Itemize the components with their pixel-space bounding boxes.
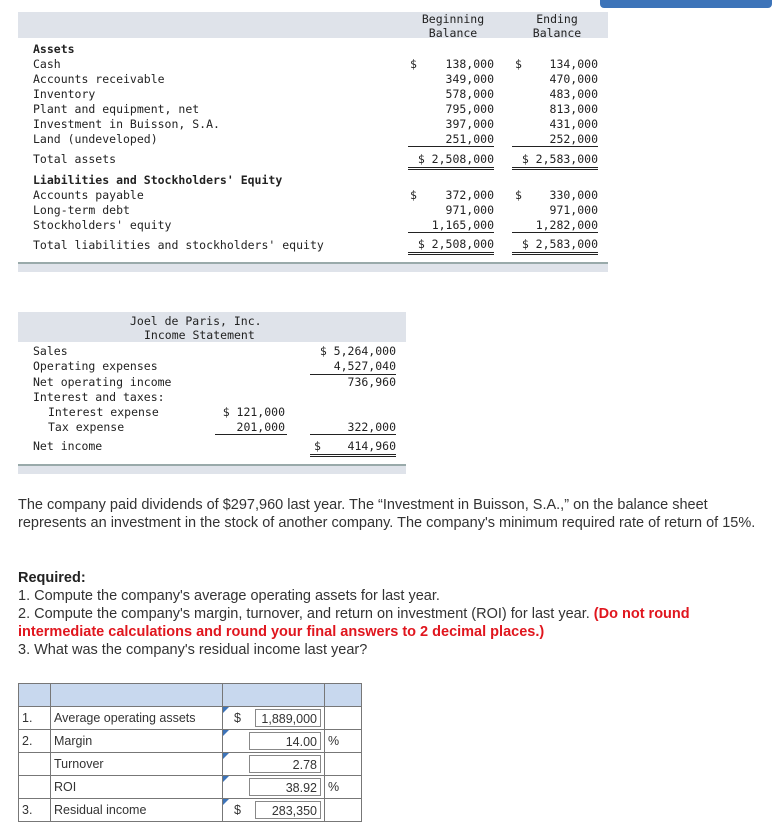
liabilities-heading: Liabilities and Stockholders' Equity bbox=[33, 173, 283, 187]
answer-unit bbox=[325, 753, 362, 776]
noi-value: 736,960 bbox=[347, 375, 396, 389]
row-end-value: 330,000 bbox=[549, 188, 598, 202]
opex-value: 4,527,040 bbox=[333, 359, 396, 373]
interest-value: $ 121,000 bbox=[222, 405, 285, 419]
answer-unit: % bbox=[325, 776, 362, 799]
row-begin-value: 397,000 bbox=[445, 117, 494, 131]
row-end-currency: $ bbox=[515, 57, 522, 71]
answer-row bbox=[19, 776, 362, 799]
total-assets-underline-end bbox=[512, 167, 598, 172]
answer-row bbox=[19, 799, 362, 822]
row-label: Investment in Buisson, S.A. bbox=[33, 117, 220, 131]
answer-input[interactable]: 38.92 bbox=[249, 778, 321, 796]
answer-number: 3. bbox=[19, 799, 51, 822]
statement-row bbox=[33, 102, 603, 117]
row-begin-value: 578,000 bbox=[445, 87, 494, 101]
row-label: Stockholders' equity bbox=[33, 218, 172, 232]
answer-currency: $ bbox=[234, 711, 241, 725]
total-liab-label: Total liabilities and stockholders' equity bbox=[33, 238, 324, 252]
answer-table bbox=[18, 683, 362, 822]
answer-input[interactable]: 2.78 bbox=[249, 755, 321, 773]
taxes-label: Interest and taxes: bbox=[33, 390, 165, 404]
balance-sheet-footer bbox=[18, 262, 608, 272]
answer-input-cell[interactable] bbox=[223, 730, 325, 753]
total-assets-end: $ 2,583,000 bbox=[521, 152, 598, 166]
question-2: 2. Compute the company's margin, turnover, and return on investment (ROI) for last year. (Do not round intermediate calculations and round your final answers to 2 decimal places.) bbox=[18, 606, 690, 640]
liabilities-list bbox=[33, 188, 603, 233]
rounding-instruction: (Do not round intermediate calculations and round your final answers to 2 decimal places.) bbox=[18, 606, 690, 640]
answer-input-cell[interactable] bbox=[223, 753, 325, 776]
row-label: Plant and equipment, net bbox=[33, 102, 200, 116]
row-begin-value: 251,000 bbox=[408, 132, 494, 147]
row-begin-value: 138,000 bbox=[445, 57, 494, 71]
statement-row bbox=[33, 87, 603, 102]
answer-label: Turnover bbox=[51, 753, 223, 776]
answer-input-wrap bbox=[226, 755, 321, 773]
net-income-value: 414,960 bbox=[347, 439, 396, 453]
required-heading: Required: bbox=[18, 570, 86, 586]
row-begin-currency: $ bbox=[410, 188, 417, 202]
row-end-value: 431,000 bbox=[549, 117, 598, 131]
row-begin-value: 372,000 bbox=[445, 188, 494, 202]
taxes-total-value: 322,000 bbox=[347, 420, 396, 434]
assets-heading: Assets bbox=[33, 42, 75, 56]
net-income-currency: $ bbox=[314, 439, 321, 453]
tax-label: Tax expense bbox=[48, 420, 125, 434]
top-accent-bar bbox=[600, 0, 772, 8]
statement-row bbox=[33, 57, 603, 72]
question-3: 3. What was the company's residual income last year? bbox=[18, 642, 368, 658]
statement-row bbox=[33, 188, 603, 203]
opex-label: Operating expenses bbox=[33, 359, 158, 373]
answer-input-cell[interactable] bbox=[223, 707, 325, 730]
taxes-total-underline bbox=[310, 434, 396, 435]
row-end-value: 483,000 bbox=[549, 87, 598, 101]
row-begin-value: 349,000 bbox=[445, 72, 494, 86]
total-liab-underline bbox=[408, 252, 494, 255]
tax-underline bbox=[215, 434, 287, 435]
interest-label: Interest expense bbox=[48, 405, 159, 419]
row-end-value: 971,000 bbox=[549, 203, 598, 217]
begin-balance-header: Beginning Balance bbox=[421, 12, 485, 40]
noi-label: Net operating income bbox=[33, 375, 172, 389]
answer-input[interactable]: 1,889,000 bbox=[255, 709, 321, 727]
total-liab-begin: $ 2,508,000 bbox=[417, 237, 494, 251]
answer-label: Margin bbox=[51, 730, 223, 753]
row-end-value: 813,000 bbox=[549, 102, 598, 116]
answer-input-wrap bbox=[226, 778, 321, 796]
row-label: Inventory bbox=[33, 87, 96, 101]
answer-number bbox=[19, 776, 51, 799]
statement-row bbox=[33, 203, 603, 218]
answer-input-wrap bbox=[226, 709, 321, 727]
answer-unit bbox=[325, 707, 362, 730]
answer-input-wrap bbox=[226, 801, 321, 819]
statement-title: Income Statement bbox=[144, 328, 255, 342]
answer-number: 1. bbox=[19, 707, 51, 730]
total-assets-underline bbox=[408, 167, 494, 172]
answer-label: Average operating assets bbox=[51, 707, 223, 730]
sales-value: $ 5,264,000 bbox=[319, 344, 396, 358]
row-label: Land (undeveloped) bbox=[33, 132, 158, 146]
row-end-value: 252,000 bbox=[512, 132, 598, 147]
row-label: Accounts receivable bbox=[33, 72, 165, 86]
total-assets-begin: $ 2,508,000 bbox=[417, 152, 494, 166]
sales-label: Sales bbox=[33, 344, 68, 358]
answer-input-cell[interactable] bbox=[223, 799, 325, 822]
row-end-currency: $ bbox=[515, 188, 522, 202]
row-begin-value: 971,000 bbox=[445, 203, 494, 217]
answer-unit bbox=[325, 799, 362, 822]
answer-row bbox=[19, 707, 362, 730]
answer-table-header bbox=[19, 684, 362, 707]
answer-number bbox=[19, 753, 51, 776]
net-income-label: Net income bbox=[33, 439, 103, 453]
row-begin-currency: $ bbox=[410, 57, 417, 71]
row-end-value: 1,282,000 bbox=[512, 218, 598, 233]
answer-unit: % bbox=[325, 730, 362, 753]
company-name: Joel de Paris, Inc. bbox=[130, 314, 262, 328]
answer-input[interactable]: 14.00 bbox=[249, 732, 321, 750]
total-liab-underline-end bbox=[512, 252, 598, 255]
answer-row bbox=[19, 753, 362, 776]
assets-list bbox=[33, 57, 603, 147]
statement-row bbox=[33, 117, 603, 132]
row-end-value: 134,000 bbox=[549, 57, 598, 71]
row-end-value: 470,000 bbox=[549, 72, 598, 86]
answer-input-cell[interactable] bbox=[223, 776, 325, 799]
row-label: Long-term debt bbox=[33, 203, 130, 217]
statement-row bbox=[33, 218, 603, 233]
statement-row bbox=[33, 132, 603, 147]
row-begin-value: 795,000 bbox=[445, 102, 494, 116]
end-balance-header: Ending Balance bbox=[532, 12, 582, 40]
dividends-paragraph: The company paid dividends of $297,960 last year. The “Investment in Buisson, S.A.,” on the balance sheet represents an investment in the stock of another company. The company's minimum required rate of return of 15%. bbox=[18, 497, 756, 531]
row-label: Cash bbox=[33, 57, 61, 71]
answer-label: Residual income bbox=[51, 799, 223, 822]
answer-number: 2. bbox=[19, 730, 51, 753]
net-income-underline bbox=[310, 454, 396, 457]
answer-currency: $ bbox=[234, 803, 241, 817]
income-statement-footer bbox=[18, 464, 406, 474]
total-assets-label: Total assets bbox=[33, 152, 117, 166]
answer-input[interactable]: 283,350 bbox=[255, 801, 321, 819]
total-liab-end: $ 2,583,000 bbox=[521, 237, 598, 251]
statement-row bbox=[33, 72, 603, 87]
question-1: 1. Compute the company's average operating assets for last year. bbox=[18, 588, 440, 604]
answer-label: ROI bbox=[51, 776, 223, 799]
tax-value: 201,000 bbox=[236, 420, 285, 434]
row-label: Accounts payable bbox=[33, 188, 144, 202]
answer-input-wrap bbox=[226, 732, 321, 750]
row-begin-value: 1,165,000 bbox=[408, 218, 494, 233]
answer-row bbox=[19, 730, 362, 753]
